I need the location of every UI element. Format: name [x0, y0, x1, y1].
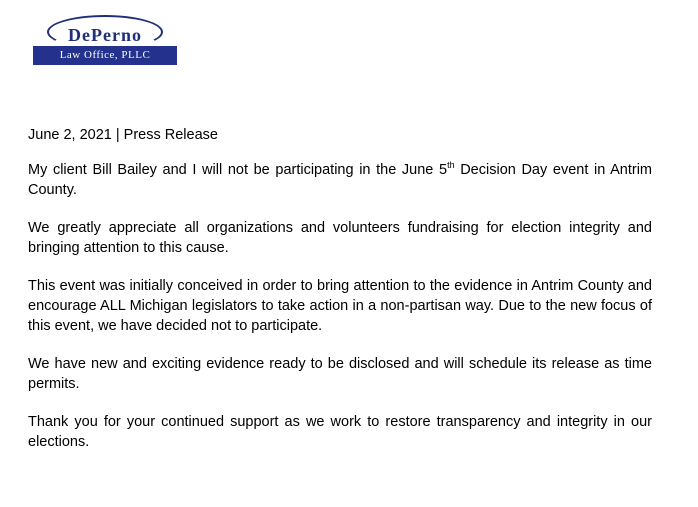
paragraph-1-end: Decision Day event in Antrim County.	[28, 162, 653, 198]
paragraph-2: We greatly appreciate all organizations and volunteers fundraising for election integrity and bringing attention to this cause.	[28, 220, 652, 256]
paragraph-4: We have new and exciting evidence ready to be disclosed and will schedule its release as time permits.	[28, 356, 652, 392]
paragraph-3: This event was initially conceived in order to bring attention to the evidence in Antrim County and encourage ALL Michigan legislators to take action in a non-partisan way. Due to the new focus of this event, we have decided not to participate.	[28, 278, 652, 334]
paragraph-5: Thank you for your continued support as we work to restore transparency and integrity in our elections.	[28, 414, 652, 450]
paragraph-1-start: My client Bill Bailey and I will not be participating in the June 5	[28, 162, 448, 178]
press-release-body	[28, 125, 652, 470]
logo-name: DePerno	[68, 25, 142, 45]
dateline: June 2, 2021 | Press Release	[28, 127, 218, 143]
firm-logo	[33, 12, 177, 72]
ordinal-suffix: th	[447, 160, 455, 170]
paragraph-1	[28, 160, 652, 200]
logo-subtitle: Law Office, PLLC	[33, 46, 177, 65]
